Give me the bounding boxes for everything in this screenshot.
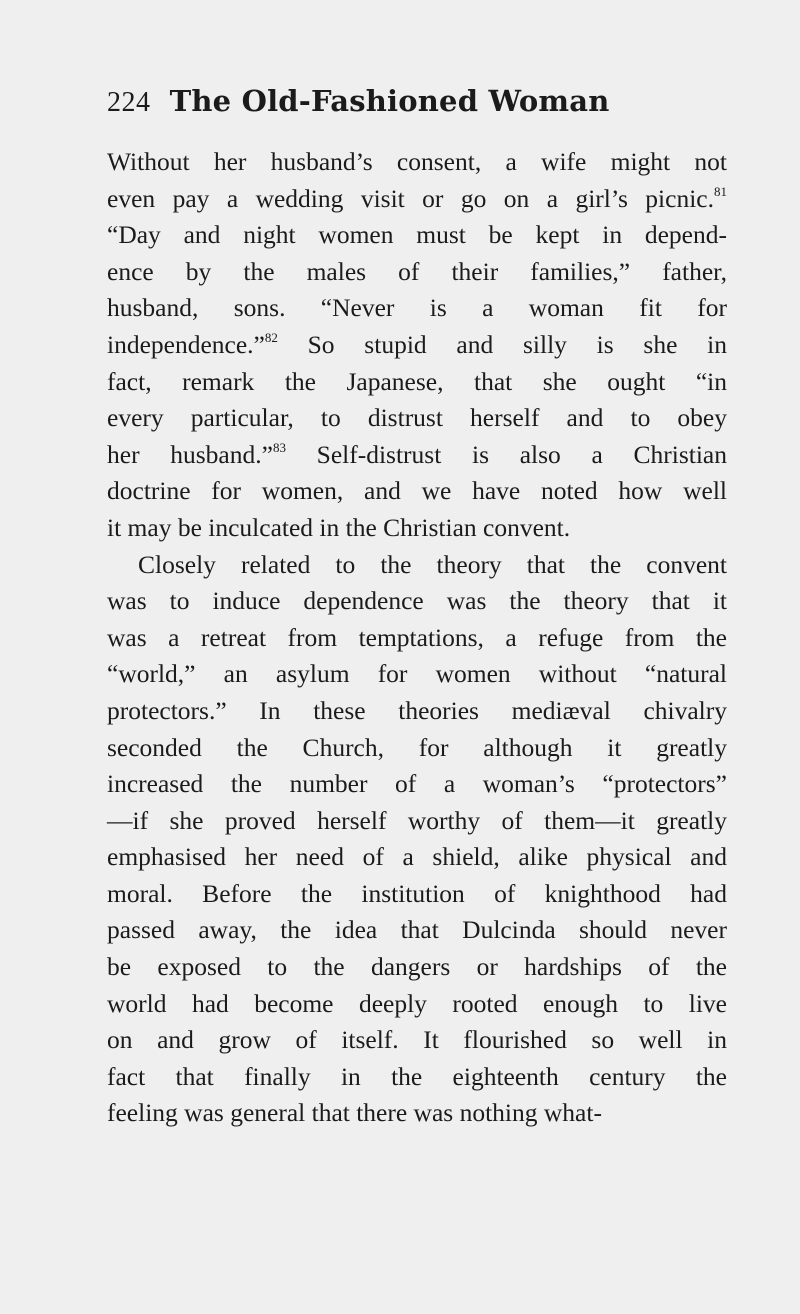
text-line: feeling was general that there was nothing what- (107, 1098, 602, 1128)
text-line: protectors.” In these theories mediæval chivalry (107, 695, 727, 725)
footnote-ref: 83 (272, 439, 286, 455)
text-line: doctrine for women, and we have noted how well (107, 476, 727, 506)
text-line: independence.”$^{82}$ So stupid and silly is she in (107, 329, 727, 359)
text-line: “Day and night women must be kept in depend- (107, 220, 727, 250)
running-head (107, 84, 707, 124)
footnote-ref: 82 (264, 329, 278, 345)
text-line: moral. Before the institution of knighthood had (107, 878, 727, 908)
text-line: was a retreat from temptations, a refuge from the (107, 622, 727, 652)
text-line: fact that finally in the eighteenth century the (107, 1061, 727, 1091)
text-line: passed away, the idea that Dulcinda should never (107, 915, 727, 945)
text-line: seconded the Church, for although it greatly (107, 732, 727, 762)
text-line: Closely related to the theory that the convent (138, 549, 727, 579)
text-line: increased the number of a woman’s “protectors” (107, 769, 727, 799)
footnote-ref: 81 (714, 183, 727, 199)
running-head-title: The Old-Fashioned Woman (169, 84, 610, 118)
text-line: every particular, to distrust herself and to obey (107, 403, 727, 433)
text-line: on and grow of itself. It flourished so well in (107, 1025, 727, 1055)
text-line: ence by the males of their families,” father, (107, 256, 727, 286)
text-line: fact, remark the Japanese, that she ought “in (107, 366, 727, 396)
text-line: her husband.”$^{83}$ Self-distrust is also a Christian (107, 439, 728, 469)
page-number: 224 (107, 87, 151, 118)
text-line: —if she proved herself worthy of them—it greatly (107, 805, 727, 835)
text-line: husband, sons. “Never is a woman fit for (107, 293, 727, 323)
text-line: “world,” an asylum for women without “natural (107, 659, 727, 689)
text-line: was to induce dependence was the theory that it (107, 586, 727, 616)
text-line: emphasised her need of a shield, alike physical and (107, 842, 727, 872)
text-line: be exposed to the dangers or hardships of the (107, 952, 727, 982)
text-line: Without her husband’s consent, a wife might not (107, 147, 727, 176)
body-text (107, 144, 727, 1132)
text-line: even pay a wedding visit or go on a girl’s picnic.$^{81}$ (107, 183, 727, 213)
text-line: world had become deeply rooted enough to live (107, 988, 727, 1018)
text-line: it may be inculcated in the Christian convent. (107, 512, 571, 542)
